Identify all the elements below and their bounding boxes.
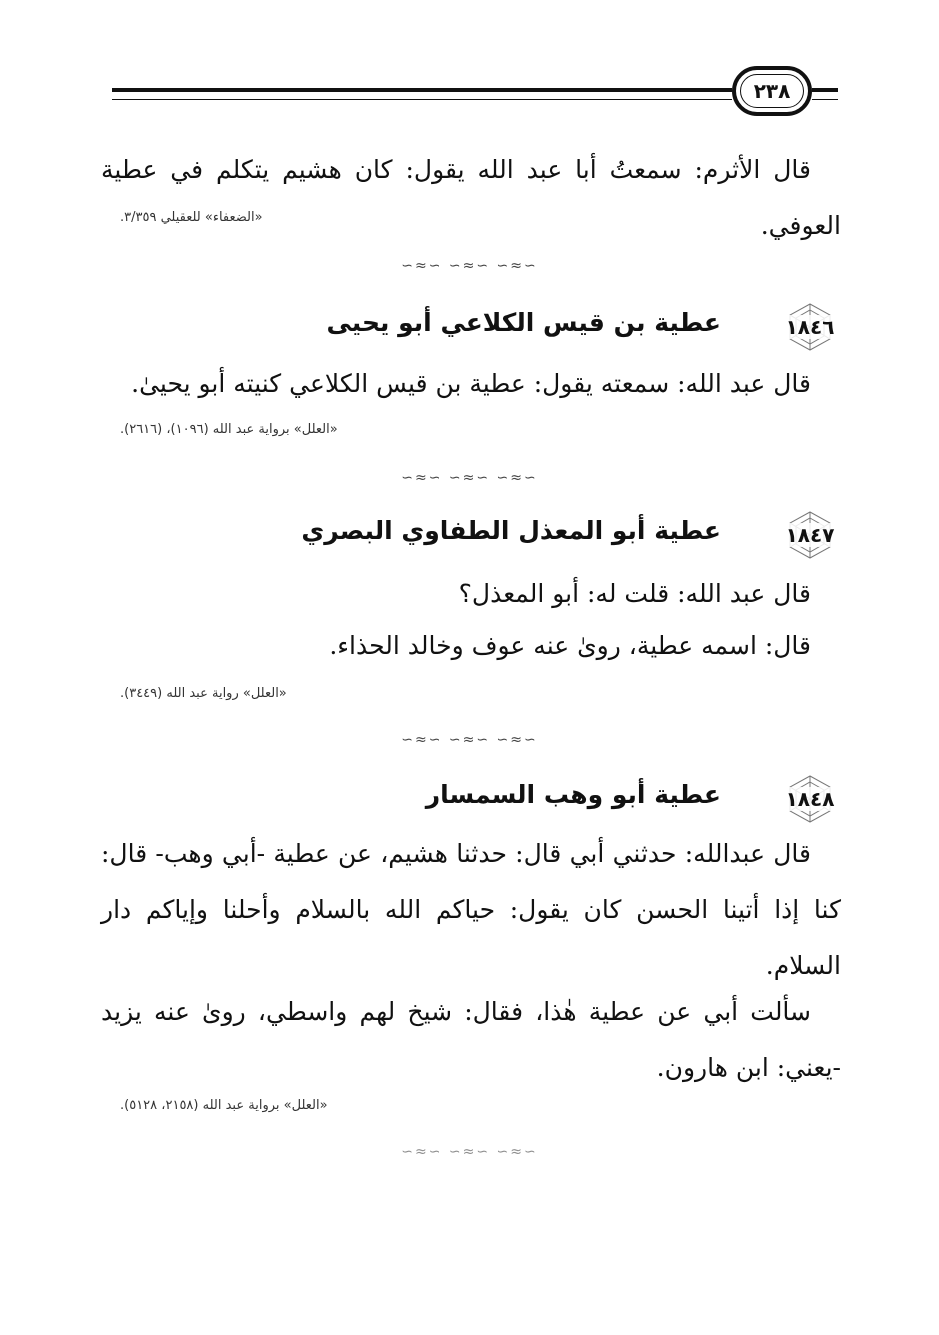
- intro-reference: «الضعفاء» للعقيلي ٣/٣٥٩.: [120, 210, 263, 225]
- entry-reference: «العلل» برواية عبد الله (١٠٩٦)، (٢٦١٦).: [120, 422, 338, 437]
- ornament-glyphs: ∽≈∽ ∽≈∽ ∽≈∽: [401, 470, 538, 486]
- entry-paragraph: قال عبدالله: حدثني أبي قال: حدثنا هشيم، عن عطية -أبي وهب- قال: كنا إذا أتينا الحسن كان يقول: حياكم الله بالسلام وأحلنا وإياكم دار السلام.: [101, 839, 841, 980]
- entry-number-badge: [779, 302, 841, 352]
- entry-reference: «العلل» برواية عبد الله (٢١٥٨، ٥١٢٨).: [120, 1098, 328, 1113]
- ornament-glyphs: ∽≈∽ ∽≈∽ ∽≈∽: [401, 1144, 538, 1160]
- entry-reference: «العلل» رواية عبد الله (٣٤٤٩).: [120, 686, 287, 701]
- entry-number-badge: [779, 774, 841, 824]
- entry-heading: [101, 510, 841, 566]
- section-divider-ornament: [0, 1144, 939, 1160]
- entry-number-badge: [779, 510, 841, 560]
- entry-number: ١٨٤٦: [785, 315, 835, 339]
- section-divider-ornament: [0, 258, 939, 274]
- entry-heading: [101, 774, 841, 830]
- ornament-glyphs: ∽≈∽ ∽≈∽ ∽≈∽: [401, 258, 538, 274]
- intro-paragraph: قال الأثرم: سمعتُ أبا عبد الله يقول: كان هشيم يتكلم في عطية العوفي.: [101, 155, 841, 240]
- entry-title: عطية أبو المعذل الطفاوي البصري: [301, 516, 721, 545]
- section-divider-ornament: [0, 470, 939, 486]
- entry-paragraph: سألت أبي عن عطية هٰذا، فقال: شيخ لهم واسطي، روىٰ عنه يزيد -يعني: ابن هارون.: [101, 997, 841, 1082]
- page-number-badge: [732, 66, 812, 116]
- page-number: ٢٣٨: [753, 79, 791, 103]
- entry-paragraph: قال عبد الله: قلت له: أبو المعذل؟: [458, 579, 811, 608]
- entry-title: عطية بن قيس الكلاعي أبو يحيى: [326, 308, 721, 337]
- header-rule: [112, 88, 732, 100]
- entry-paragraph: قال عبد الله: سمعته يقول: عطية بن قيس الكلاعي كنيته أبو يحيىٰ.: [131, 369, 811, 398]
- entry-number: ١٨٤٧: [785, 523, 835, 547]
- entry-title: عطية أبو وهب السمسار: [425, 780, 721, 809]
- entry-number: ١٨٤٨: [785, 787, 835, 811]
- entry-paragraph: قال: اسمه عطية، روىٰ عنه عوف وخالد الحذاء.: [329, 631, 811, 660]
- section-divider-ornament: [0, 732, 939, 748]
- entry-heading: [101, 302, 841, 358]
- ornament-glyphs: ∽≈∽ ∽≈∽ ∽≈∽: [401, 732, 538, 748]
- header-rule-end: [812, 88, 838, 100]
